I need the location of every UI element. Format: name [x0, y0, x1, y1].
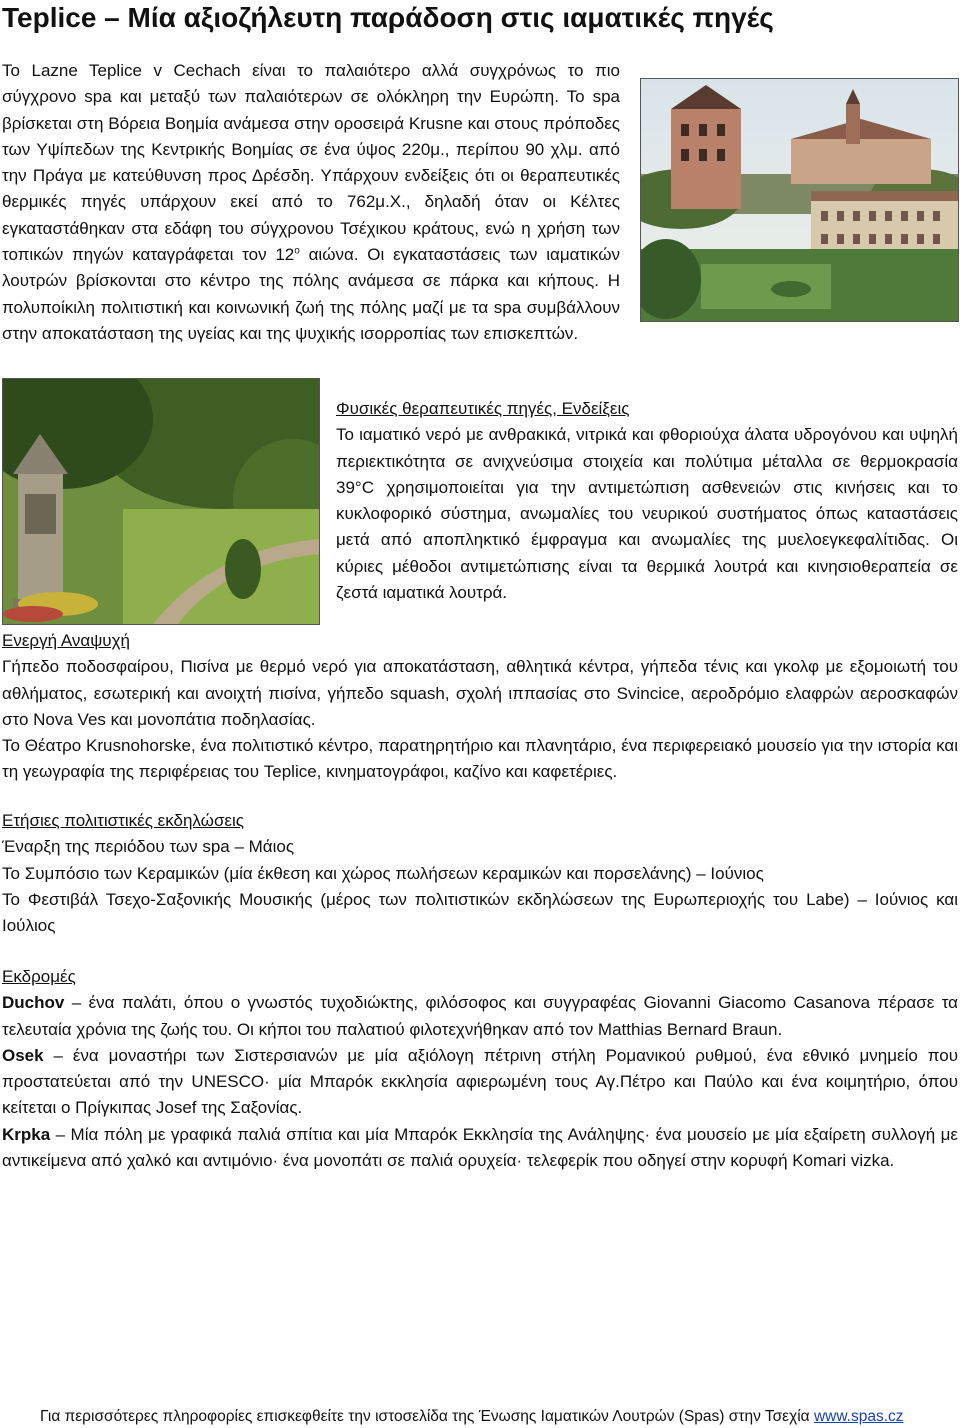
leisure-heading: Ενεργή Αναψυχή	[2, 631, 130, 650]
intro-text-continued: αιώνα. Οι εγκαταστάσεις των ιαματικών λουτρών βρίσκονται στο κέντρο της πόλης ανάμεσα σε πάρκα και κήπους. Η πολυποίκιλη πολιτιστική και κοινωνική ζωή της πόλης μαζί με τα spa συμβάλλουν στην αποκατάσταση της υγείας και της ψυχικής ισορροπίας των επισκεπτών.	[2, 245, 620, 343]
excursion-text: – ένα μοναστήρι των Σιστερσιανών με μία αξιόλογη πέτρινη στήλη Ρομανικού ρυθμού, ένα εθνικό μνημείο που προστατεύεται από την UNESCO· μία Μπαρόκ εκκλησία αφιερωμένη τους Αγ.Πέτρο και Παύλο και ένα κοιμητήριο, όπου κείτεται ο Πρίγκιπας Josef της Σαξονίας.	[2, 1045, 958, 1118]
springs-section	[336, 396, 958, 606]
leisure-text-2: Το Θέατρο Krusnohorske, ένα πολιτιστικό κέντρο, παρατηρητήριο και πλανητάριο, ένα περιφερειακό μουσείο για την ιστορία και τη γεωγραφία της περιφέρειας του Teplice, κινηματογράφοι, καζίνο και καφετέριες.	[2, 736, 958, 782]
excursion-text: – ένα παλάτι, όπου ο γνωστός τυχοδιώκτης, φιλόσοφος και συγγραφέας Giovanni Giacomo Casanova πέρασε τα τελευταία χρόνια της ζωής του. Οι κήποι του παλατιού φιλοτεχνήθηκαν από τον Matthias Bernard Braun.	[2, 993, 958, 1039]
excursions-section	[2, 964, 958, 1174]
teplice-town-photo	[640, 78, 959, 322]
excursion-item-osek	[2, 1043, 958, 1122]
town-illustration	[641, 79, 958, 321]
events-section	[2, 808, 958, 939]
event-item: Το Συμπόσιο των Κεραμικών (μία έκθεση και χώρος πωλήσεων κεραμικών και πορσελάνης) – Ιούνιος	[2, 863, 764, 883]
excursion-text: – Μία πόλη με γραφικά παλιά σπίτια και μία Μπαρόκ Εκκλησία της Ανάληψης· ένα μουσείο με μία εξαίρετη συλλογή με αντικείμενα από χαλκό και αντιμόνιο· ένα μονοπάτι σε παλιά ορυχεία· τελεφερίκ που οδηγεί στην κορυφή Komari vizka.	[2, 1124, 958, 1171]
springs-text: Το ιαματικό νερό με ανθρακικά, νιτρικά και φθοριούχα άλατα υδρογόνου και υψηλή περιεκτικότητα σε ανιχνεύσιμα στοιχεία και πολύτιμα μέταλλα σε θερμοκρασία 39°C χρησιμοποιείται για την αντιμετώπιση ασθενειών στις κινήσεις και το κυκλοφορικό σύστημα, ανωμαλίες του νευρικού συστήματος όπως καταστάσεις μετά από αποπληκτικό έμφραγμα και ανωμαλίες της μυελοεγκεφαλίτιδας. Οι κύριες μέθοδοι αντιμετώπισης είναι τα θερμικά λουτρά και κινησιοθεραπεία σε ζεστά ιαματικά λουτρά.	[336, 425, 958, 603]
excursion-item-duchov	[2, 990, 958, 1043]
intro-text: Το Lazne Teplice v Cechach είναι το παλαιότερο αλλά συγχρόνως το πιο σύγχρονο spa και μεταξύ των παλαιότερων σε ολόκληρη την Ευρώπη. Το spa βρίσκεται στη Βόρεια Βοημία ανάμεσα στην οροσειρά Krusne και στους πρόποδες των Υψίπεδων της Κεντρικής Βοημίας σε ένα ύψος 220μ., περίπου 90 χλμ. από την Πράγα με κατεύθυνση προς Δρέσδη. Υπάρχουν ενδείξεις ότι οι θεραπευτικές θερμικές πηγές υπάρχουν εκεί από το 762μ.Χ., δηλαδή όταν οι Κέλτες εγκαταστάθηκαν στα εδάφη του σύγχρονου Τσέχικου κράτους, ενώ η χρήση των τοπικών πηγών καταγράφεται τον 12	[2, 61, 620, 265]
event-item: Το Φεστιβάλ Τσεχο-Σαξονικής Μουσικής (μέρος των πολιτιστικών εκδηλώσεων της Ευρωπεριοχής του Labe) – Ιούνιος και Ιούλιος	[2, 889, 958, 936]
spa-park-photo	[2, 378, 320, 625]
springs-heading: Φυσικές θεραπευτικές πηγές, Ενδείξεις	[336, 399, 630, 418]
footer-text: Για περισσότερες πληροφορίες επισκεφθείτε την ιστοσελίδα της Ένωσης Ιαματικών Λουτρών (Spas) στην Τσεχία	[40, 1408, 814, 1425]
events-heading: Ετήσιες πολιτιστικές εκδηλώσεις	[2, 811, 244, 830]
excursion-name: Osek	[2, 1045, 44, 1065]
event-item: Έναρξη της περιόδου των spa – Μάιος	[2, 837, 295, 857]
leisure-text-1: Γήπεδο ποδοσφαίρου, Πισίνα με θερμό νερό για αποκατάσταση, αθλητικά κέντρα, γήπεδα τένις και γκολφ με εξομοιωτή του αθλήματος, εσωτερική και ανοιχτή πισίνα, γήπεδο squash, σχολή ιππασίας στο Svincice, αεροδρόμιο ελαφρών αεροσκαφών στο Nova Ves και μονοπάτια ποδηλασίας.	[2, 657, 958, 729]
park-illustration	[3, 379, 319, 624]
excursion-name: Krpka	[2, 1124, 51, 1144]
excursions-heading: Εκδρομές	[2, 967, 76, 986]
excursion-item-krpka	[2, 1122, 958, 1175]
excursion-name: Duchov	[2, 993, 65, 1013]
page-title: Teplice – Μία αξιοζήλευτη παράδοση στις ιαματικές πηγές	[2, 2, 774, 33]
intro-paragraph	[2, 58, 620, 347]
intro-superscript: ο	[294, 245, 300, 257]
leisure-section	[2, 628, 958, 786]
footer	[40, 1407, 940, 1427]
footer-link[interactable]: www.spas.cz	[813, 1408, 904, 1425]
